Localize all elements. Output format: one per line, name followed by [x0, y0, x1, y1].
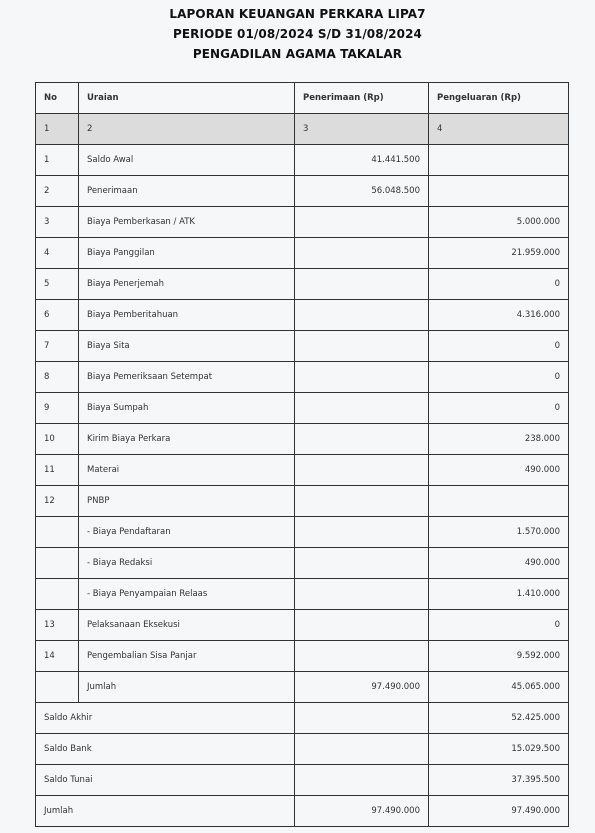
row-pengeluaran: 490.000	[429, 455, 569, 486]
summary-penerimaan	[295, 703, 429, 734]
row-pengeluaran: 5.000.000	[429, 207, 569, 238]
row-uraian: Pelaksanaan Eksekusi	[79, 610, 295, 641]
table-row	[36, 517, 569, 548]
row-uraian: Pengembalian Sisa Panjar	[79, 641, 295, 672]
row-uraian: Biaya Penerjemah	[79, 269, 295, 300]
table-row	[36, 269, 569, 300]
table-row	[36, 176, 569, 207]
row-uraian: Biaya Panggilan	[79, 238, 295, 269]
row-pengeluaran: 21.959.000	[429, 238, 569, 269]
row-pengeluaran	[429, 145, 569, 176]
row-penerimaan	[295, 269, 429, 300]
row-uraian: Biaya Pemeriksaan Setempat	[79, 362, 295, 393]
row-pengeluaran	[429, 176, 569, 207]
row-uraian: - Biaya Pendaftaran	[79, 517, 295, 548]
row-penerimaan	[295, 548, 429, 579]
table-row	[36, 455, 569, 486]
row-no: 7	[36, 331, 79, 362]
row-uraian: Biaya Sita	[79, 331, 295, 362]
row-penerimaan	[295, 455, 429, 486]
header-uraian: Uraian	[79, 83, 295, 114]
row-penerimaan	[295, 610, 429, 641]
row-no: 4	[36, 238, 79, 269]
row-no: 8	[36, 362, 79, 393]
column-number-4: 4	[429, 114, 569, 145]
row-uraian: Kirim Biaya Perkara	[79, 424, 295, 455]
row-pengeluaran: 45.065.000	[429, 672, 569, 703]
header-pengeluaran: Pengeluaran (Rp)	[429, 83, 569, 114]
row-uraian: Jumlah	[79, 672, 295, 703]
table-row	[36, 362, 569, 393]
row-pengeluaran: 1.570.000	[429, 517, 569, 548]
row-pengeluaran: 0	[429, 269, 569, 300]
table-row	[36, 641, 569, 672]
summary-label: Saldo Bank	[36, 734, 295, 765]
row-uraian: PNBP	[79, 486, 295, 517]
row-no: 10	[36, 424, 79, 455]
row-penerimaan: 97.490.000	[295, 672, 429, 703]
row-penerimaan	[295, 238, 429, 269]
summary-label: Jumlah	[36, 796, 295, 827]
header-penerimaan: Penerimaan (Rp)	[295, 83, 429, 114]
row-pengeluaran: 1.410.000	[429, 579, 569, 610]
row-pengeluaran: 0	[429, 362, 569, 393]
row-uraian: Biaya Sumpah	[79, 393, 295, 424]
row-no: 13	[36, 610, 79, 641]
row-no: 12	[36, 486, 79, 517]
row-uraian: - Biaya Redaksi	[79, 548, 295, 579]
table-row	[36, 145, 569, 176]
row-no: 2	[36, 176, 79, 207]
summary-pengeluaran: 15.029.500	[429, 734, 569, 765]
report-title-line-1: LAPORAN KEUANGAN PERKARA LIPA7	[169, 7, 426, 21]
column-number-3: 3	[295, 114, 429, 145]
row-pengeluaran: 0	[429, 610, 569, 641]
table-row	[36, 300, 569, 331]
row-uraian: Biaya Pemberkasan / ATK	[79, 207, 295, 238]
row-no: 6	[36, 300, 79, 331]
row-penerimaan	[295, 641, 429, 672]
summary-row	[36, 765, 569, 796]
row-penerimaan	[295, 393, 429, 424]
row-penerimaan	[295, 424, 429, 455]
row-uraian: Penerimaan	[79, 176, 295, 207]
table-row	[36, 672, 569, 703]
row-no: 3	[36, 207, 79, 238]
column-number-row	[36, 114, 569, 145]
row-uraian: - Biaya Penyampaian Relaas	[79, 579, 295, 610]
row-penerimaan	[295, 300, 429, 331]
row-pengeluaran: 0	[429, 393, 569, 424]
row-no	[36, 548, 79, 579]
summary-row	[36, 796, 569, 827]
summary-penerimaan	[295, 765, 429, 796]
summary-label: Saldo Akhir	[36, 703, 295, 734]
row-uraian: Saldo Awal	[79, 145, 295, 176]
table-row	[36, 486, 569, 517]
row-no	[36, 517, 79, 548]
table-row	[36, 393, 569, 424]
row-no: 1	[36, 145, 79, 176]
row-penerimaan	[295, 486, 429, 517]
summary-penerimaan	[295, 734, 429, 765]
row-uraian: Materai	[79, 455, 295, 486]
summary-row	[36, 703, 569, 734]
summary-pengeluaran: 52.425.000	[429, 703, 569, 734]
row-penerimaan	[295, 331, 429, 362]
summary-row	[36, 734, 569, 765]
table-row	[36, 610, 569, 641]
summary-pengeluaran: 97.490.000	[429, 796, 569, 827]
row-no: 14	[36, 641, 79, 672]
row-penerimaan	[295, 517, 429, 548]
row-pengeluaran: 4.316.000	[429, 300, 569, 331]
row-pengeluaran: 490.000	[429, 548, 569, 579]
row-no: 9	[36, 393, 79, 424]
summary-penerimaan: 97.490.000	[295, 796, 429, 827]
table-row	[36, 238, 569, 269]
row-penerimaan	[295, 362, 429, 393]
row-no: 11	[36, 455, 79, 486]
row-no	[36, 672, 79, 703]
summary-label: Saldo Tunai	[36, 765, 295, 796]
row-pengeluaran: 9.592.000	[429, 641, 569, 672]
table-row	[36, 548, 569, 579]
row-pengeluaran: 0	[429, 331, 569, 362]
column-number-1: 1	[36, 114, 79, 145]
row-pengeluaran: 238.000	[429, 424, 569, 455]
row-pengeluaran	[429, 486, 569, 517]
table-header-row	[36, 83, 569, 114]
row-penerimaan	[295, 579, 429, 610]
report-title-line-3: PENGADILAN AGAMA TAKALAR	[192, 47, 403, 61]
financial-report-table	[35, 82, 569, 827]
table-row	[36, 207, 569, 238]
row-uraian: Biaya Pemberitahuan	[79, 300, 295, 331]
row-penerimaan: 41.441.500	[295, 145, 429, 176]
table-row	[36, 579, 569, 610]
row-no	[36, 579, 79, 610]
table-row	[36, 331, 569, 362]
report-title	[0, 0, 595, 64]
report-title-line-2: PERIODE 01/08/2024 S/D 31/08/2024	[172, 27, 422, 41]
row-no: 5	[36, 269, 79, 300]
row-penerimaan	[295, 207, 429, 238]
summary-pengeluaran: 37.395.500	[429, 765, 569, 796]
header-no: No	[36, 83, 79, 114]
column-number-2: 2	[79, 114, 295, 145]
table-row	[36, 424, 569, 455]
row-penerimaan: 56.048.500	[295, 176, 429, 207]
